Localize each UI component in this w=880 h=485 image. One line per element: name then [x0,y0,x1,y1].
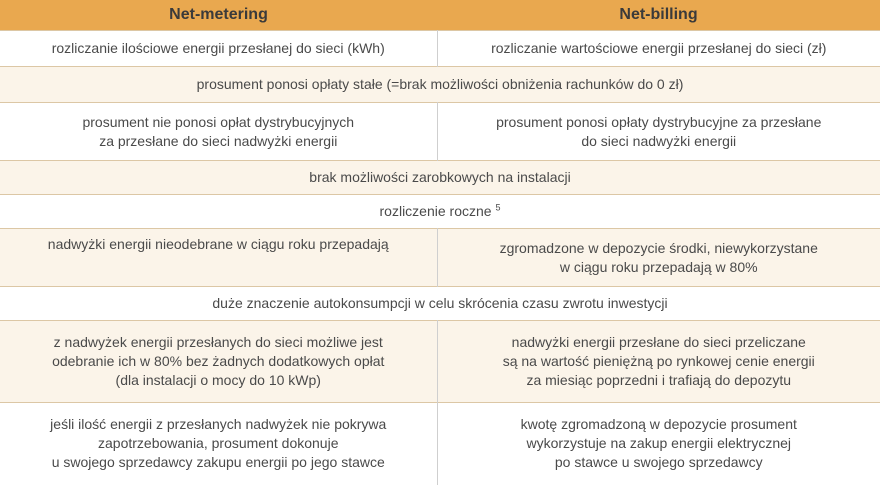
cell-net-metering [0,321,437,403]
cell-line: z nadwyżek energii przesłanych do sieci możliwe jest [53,334,383,350]
table-row [0,321,880,403]
header-net-metering: Net-metering [0,0,437,31]
cell-net-billing [437,229,880,287]
cell-line: są na wartość pieniężną po rynkowej cenie energii [502,353,815,369]
table-row [0,103,880,161]
cell-line: po stawce u swojego sprzedawcy [554,454,763,471]
table-row [0,287,880,321]
table-row [0,229,880,287]
cell-line: odebranie ich w 80% bez żadnych dodatkowych opłat [52,353,385,369]
cell-line: prosument ponosi opłaty dystrybucyjne za przesłane [496,113,822,130]
cell-line: do sieci nadwyżki energii [581,132,737,149]
cell-line: jeśli ilość energii z przesłanych nadwyżek nie pokrywa [50,416,387,433]
table-row [0,31,880,67]
cell-text: rozliczenie roczne [379,203,492,219]
cell-line: prosument nie ponosi opłat dystrybucyjnych [82,113,355,130]
cell-shared: brak możliwości zarobkowych na instalacji [0,161,880,195]
cell-shared: prosument ponosi opłaty stałe (=brak możliwości obniżenia rachunków do 0 zł) [0,67,880,103]
cell-shared: duże znaczenie autokonsumpcji w celu skrócenia czasu zwrotu inwestycji [0,287,880,321]
cell-line: kwotę zgromadzoną w depozycie prosument [520,416,797,433]
cell-line: nadwyżki energii przesłane do sieci przeliczane [511,334,806,350]
table-row [0,403,880,485]
cell-line: wykorzystuje na zakup energii elektrycznej [526,435,792,452]
cell-net-metering [0,103,437,161]
footnote-marker: 5 [495,202,501,213]
cell-line: (dla instalacji o mocy do 10 kWp) [115,372,321,388]
cell-net-metering [0,229,437,287]
cell-shared [0,195,880,229]
cell-line: za miesiąc poprzedni i trafiają do depozytu [526,372,792,388]
cell-net-billing [437,321,880,403]
cell-line: za przesłane do sieci nadwyżki energii [99,132,338,149]
table-row [0,67,880,103]
cell-line: zapotrzebowania, prosument dokonuje [98,435,339,452]
cell-line: zgromadzone w depozycie środki, niewykorzystane [499,239,818,256]
cell-net-billing [437,403,880,485]
header-row [0,0,880,31]
cell-net-billing: rozliczanie wartościowe energii przesłanej do sieci (zł) [437,31,880,67]
cell-net-billing [437,103,880,161]
cell-line: u swojego sprzedawcy zakupu energii po jego stawce [51,454,385,471]
table-row [0,195,880,229]
cell-net-metering: rozliczanie ilościowe energii przesłanej do sieci (kWh) [0,31,437,67]
cell-line: nadwyżki energii nieodebrane w ciągu roku przepadają [47,236,389,252]
cell-line: w ciągu roku przepadają w 80% [559,258,758,275]
cell-net-metering [0,403,437,485]
table-row [0,161,880,195]
header-net-billing: Net-billing [437,0,880,31]
